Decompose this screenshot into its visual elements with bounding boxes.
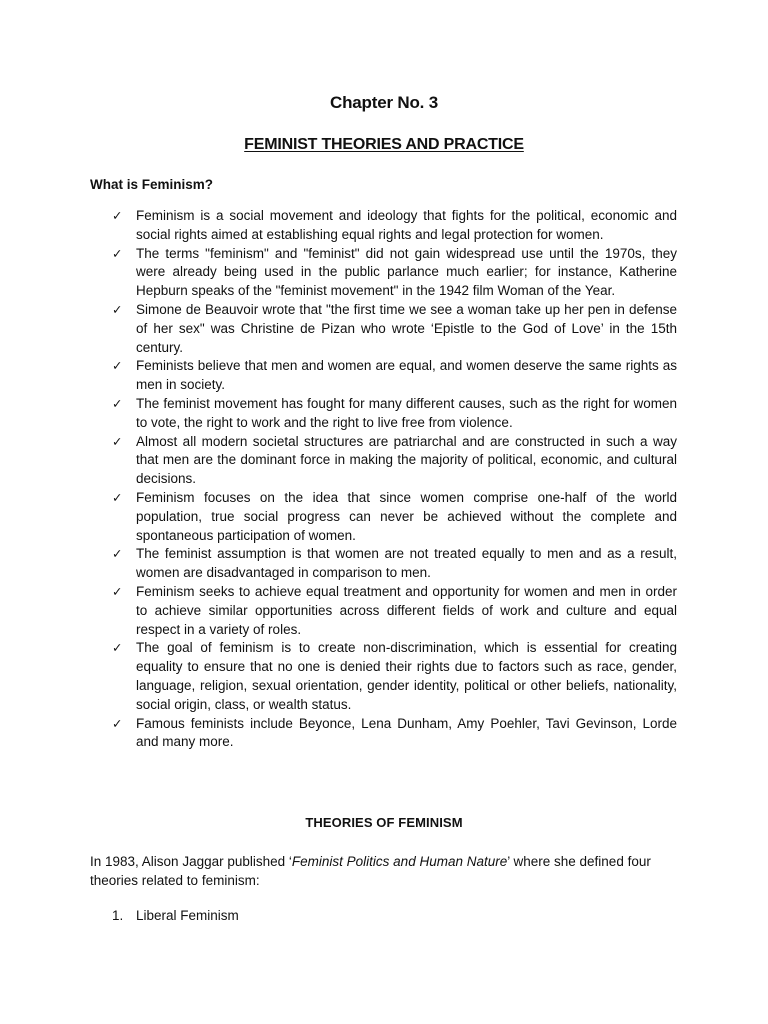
bullet-item xyxy=(112,489,677,545)
theories-numbered-list xyxy=(112,907,239,926)
bullet-item xyxy=(112,395,677,433)
numbered-item xyxy=(112,907,239,926)
bullet-item xyxy=(112,207,677,245)
check-mark-icon: ✓ xyxy=(112,245,123,261)
check-mark-icon: ✓ xyxy=(112,640,123,656)
bullet-item xyxy=(112,583,677,639)
bullet-text: Feminism focuses on the idea that since women comprise one-half of the world population, true social progress can never be achieved without the complete and spontaneous participation of women. xyxy=(136,489,677,543)
bullet-item xyxy=(112,715,677,753)
bullet-item xyxy=(112,357,677,395)
item-label: Liberal Feminism xyxy=(136,908,239,923)
bullet-text: Almost all modern societal structures are patriarchal and are constructed in such a way that men are the dominant force in making the majority of political, economic, and cultural decisions. xyxy=(136,433,677,487)
check-mark-icon: ✓ xyxy=(112,208,123,223)
bullet-text: Feminists believe that men and women are equal, and women deserve the same rights as men in society. xyxy=(136,358,677,393)
bullet-text: Feminism seeks to achieve equal treatment and opportunity for women and men in order to achieve similar opportunities across different fields of work and culture and equal respect in a variety of roles. xyxy=(136,583,677,637)
bullet-item xyxy=(112,545,677,583)
check-mark-icon: ✓ xyxy=(112,715,123,731)
bullet-text: The goal of feminism is to create non-discrimination, which is essential for creating equality to ensure that no one is denied their rights due to factors such as race, gender, language, religion, sexual orientation, gender identity, political or other beliefs, nationality, social origin, class, or wealth status. xyxy=(136,640,677,712)
check-mark-icon: ✓ xyxy=(112,433,123,449)
item-number: 1. xyxy=(112,908,124,923)
chapter-title: Chapter No. 3 xyxy=(330,93,438,112)
bullet-item xyxy=(112,639,677,714)
feminism-bullet-list xyxy=(112,207,677,752)
bullet-item xyxy=(112,433,677,489)
bullet-text: The terms "feminism" and "feminist" did not gain widespread use until the 1970s, they were already being used in the public parlance much earlier; for instance, Katherine Hepburn speaks of the "feminist movement" in the 1942 film Woman of the Year. xyxy=(136,245,677,299)
bullet-text: Simone de Beauvoir wrote that "the first time we see a woman take up her pen in defense of her sex" was Christine de Pizan who wrote ‘Epistle to the God of Love’ in the 15th century. xyxy=(136,301,677,355)
book-title: Feminist Politics and Human Nature xyxy=(291,854,508,869)
bullet-text: Famous feminists include Beyonce, Lena Dunham, Amy Poehler, Tavi Gevinson, Lorde and many more. xyxy=(136,715,677,750)
theories-heading: THEORIES OF FEMINISM xyxy=(305,815,463,830)
check-mark-icon: ✓ xyxy=(112,489,123,505)
check-mark-icon: ✓ xyxy=(112,358,123,374)
check-mark-icon: ✓ xyxy=(112,301,123,317)
main-title: FEMINIST THEORIES AND PRACTICE xyxy=(244,136,524,153)
check-mark-icon: ✓ xyxy=(112,546,123,562)
check-mark-icon: ✓ xyxy=(112,395,123,411)
bullet-text: The feminist movement has fought for many different causes, such as the right for women to vote, the right to work and the right to live free from violence. xyxy=(136,395,677,430)
bullet-item xyxy=(112,301,677,357)
intro-paragraph xyxy=(90,853,680,891)
bullet-text: Feminism is a social movement and ideology that fights for the political, economic and social rights aimed at establishing equal rights and legal protection for women. xyxy=(136,208,677,242)
intro-text-after: ’ where she defined four theories related to feminism: xyxy=(90,854,651,888)
intro-text-before: In 1983, Alison Jaggar published ‘ xyxy=(90,854,292,869)
section-heading: What is Feminism? xyxy=(90,177,214,192)
bullet-text: The feminist assumption is that women are not treated equally to men and as a result, women are disadvantaged in comparison to men. xyxy=(136,546,677,581)
check-mark-icon: ✓ xyxy=(112,583,123,599)
bullet-item xyxy=(112,245,677,301)
